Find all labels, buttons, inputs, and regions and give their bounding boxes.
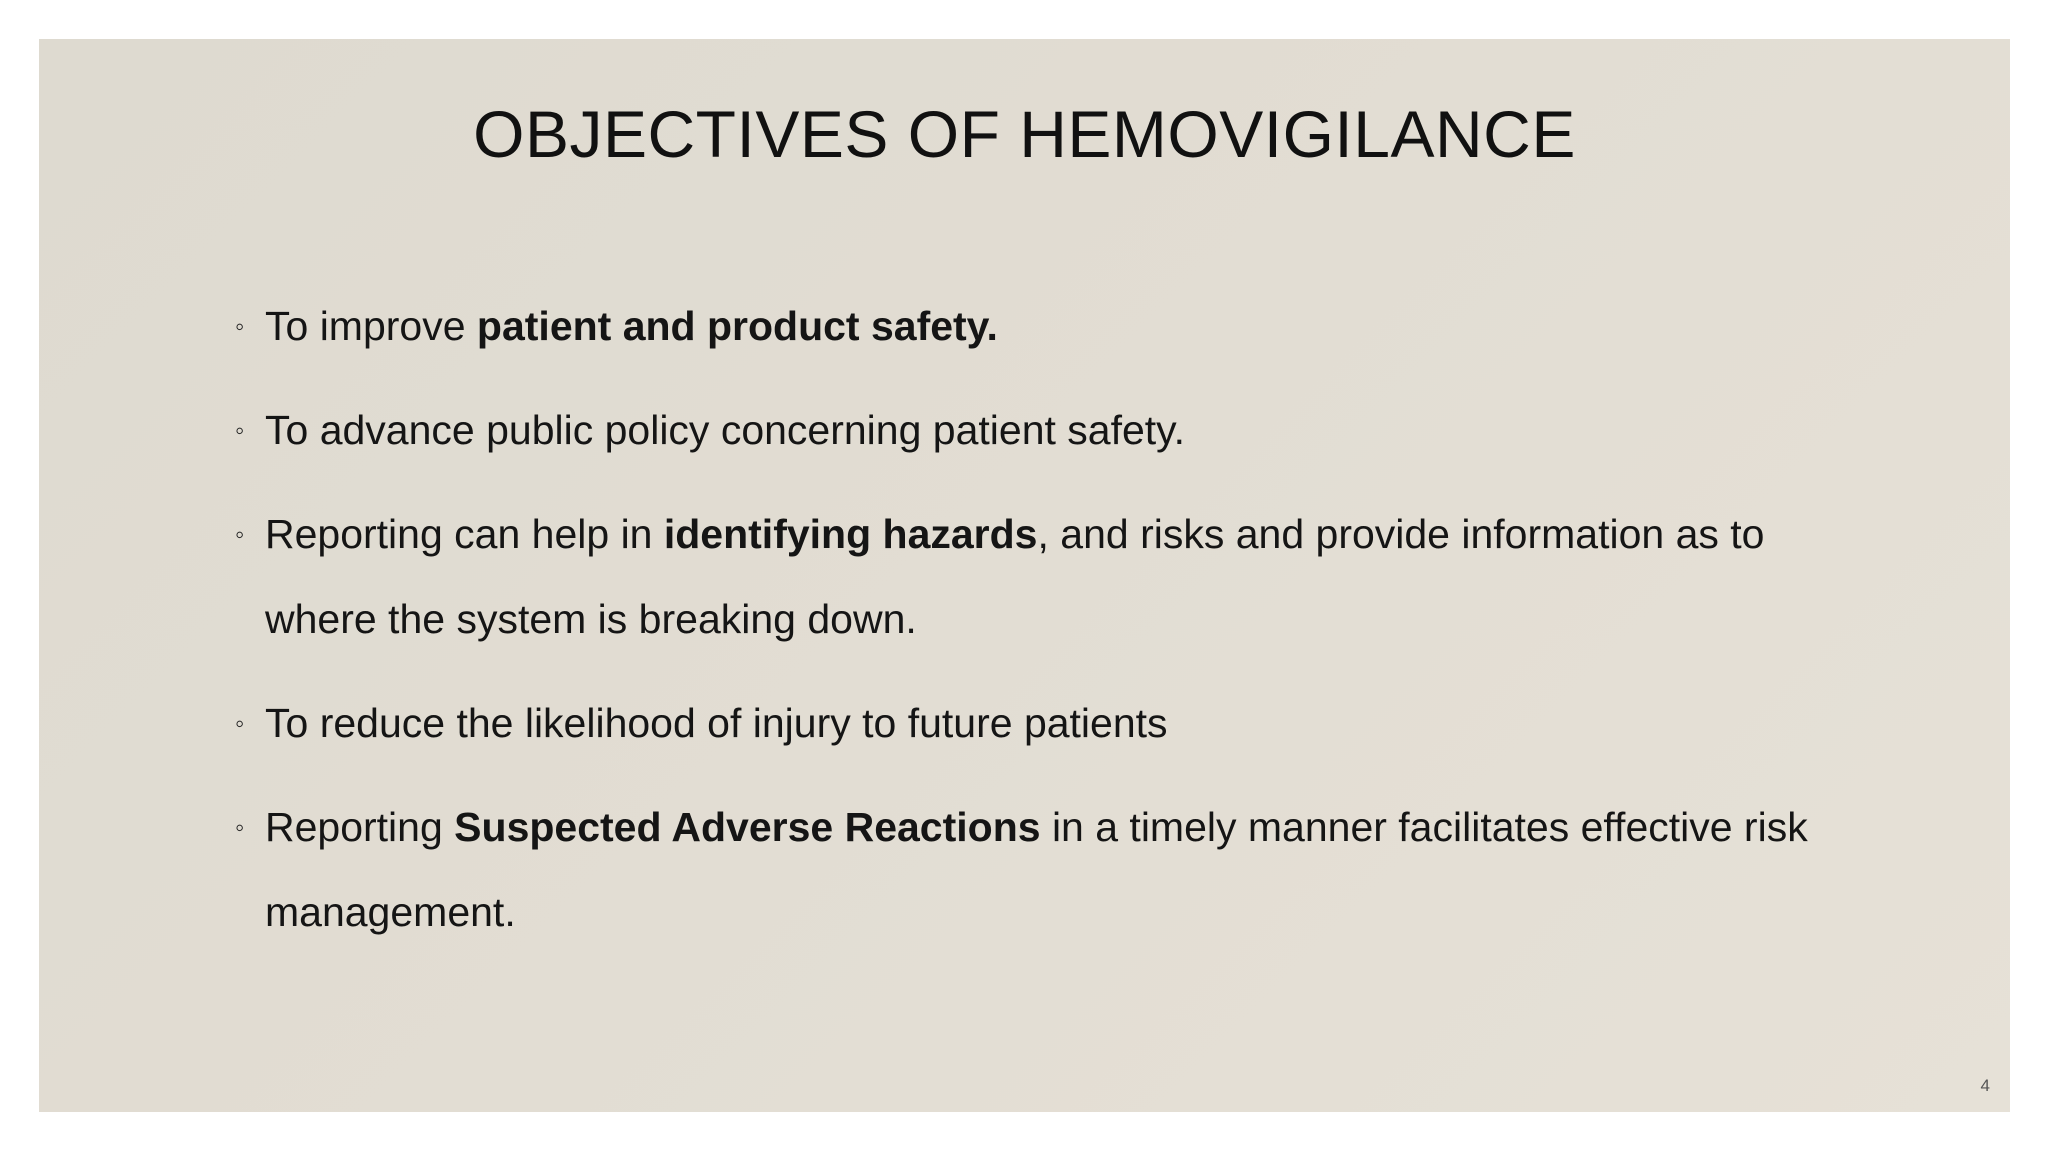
bullet-marker-icon: ◦ (235, 311, 245, 341)
slide (39, 39, 2010, 1112)
slide-title: OBJECTIVES OF HEMOVIGILANCE (473, 97, 1576, 171)
bullet-text: Reporting (265, 804, 455, 850)
bullet-list (195, 284, 1875, 955)
bullet-marker-icon: ◦ (235, 519, 245, 549)
bullet-text: To improve (265, 303, 477, 349)
bullet-item-4 (195, 681, 1875, 766)
bullet-marker-icon: ◦ (235, 415, 245, 445)
slide-number: 4 (1980, 1076, 1990, 1095)
bullet-bold-text: identifying hazards (663, 511, 1038, 557)
bullet-text: Reporting can help in (265, 511, 664, 557)
bullet-text: To advance public policy concerning patient safety. (265, 407, 1186, 453)
bullet-bold-text: Suspected Adverse Reactions (454, 804, 1041, 850)
bullet-item-5 (195, 785, 1875, 955)
bullet-item-2 (195, 388, 1875, 473)
bullet-text: , and risks and provide information as to where the system is breaking down. (265, 511, 1765, 642)
bullet-text: in a timely manner facilitates effective risk management. (265, 804, 1808, 935)
bullet-bold-text: patient and product safety. (476, 303, 998, 349)
bullet-marker-icon: ◦ (235, 708, 245, 738)
bullet-item-1 (195, 284, 1875, 369)
bullet-marker-icon: ◦ (235, 812, 245, 842)
bullet-text: To reduce the likelihood of injury to future patients (265, 700, 1168, 746)
bullet-item-3 (195, 492, 1875, 662)
